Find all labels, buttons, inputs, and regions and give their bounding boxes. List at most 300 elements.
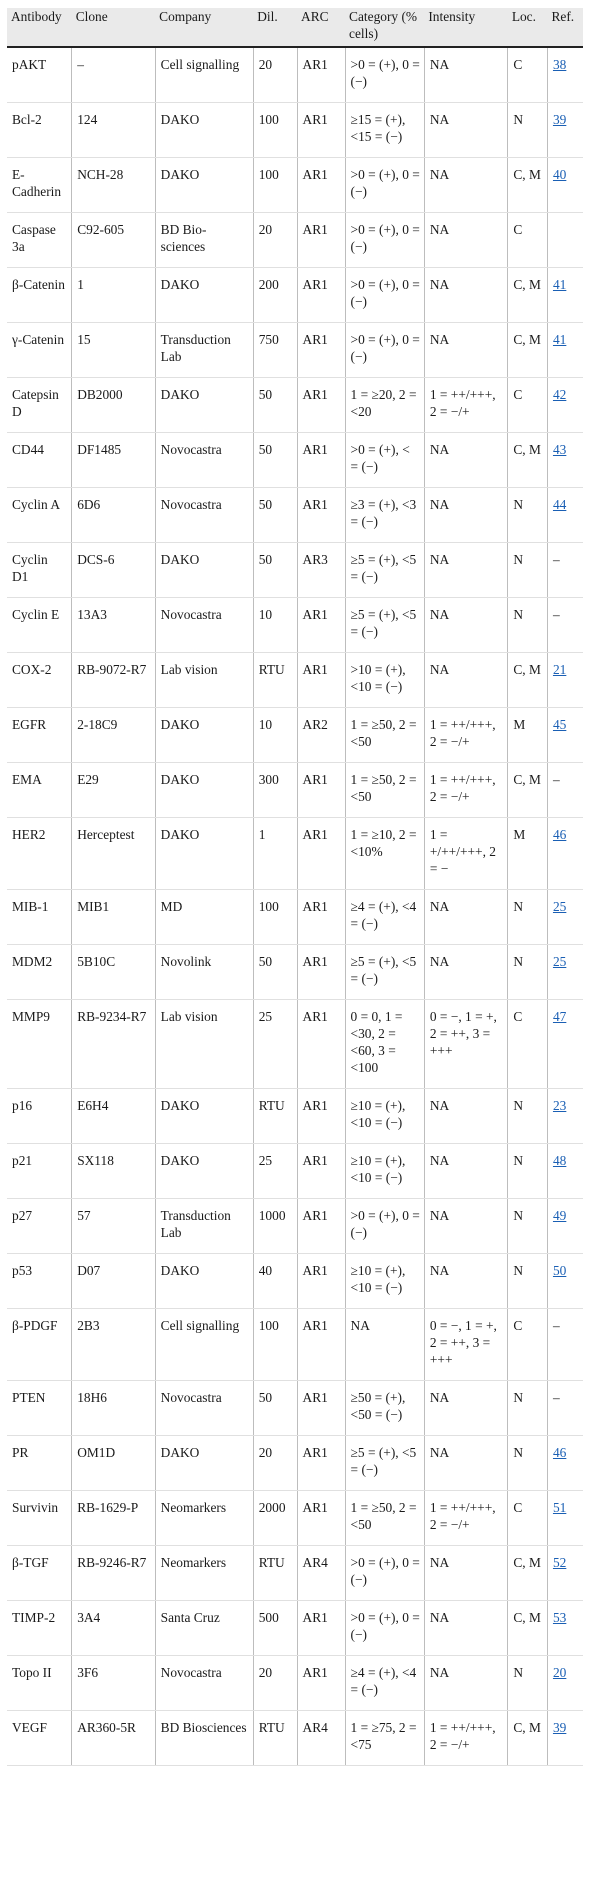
cell-category: ≥10 = (+), <10 = (−) (345, 1144, 424, 1199)
cell-antibody: γ-Catenin (7, 323, 72, 378)
table-row (7, 1000, 583, 1089)
cell-reference (547, 1144, 583, 1199)
reference-link[interactable]: 50 (552, 1263, 567, 1278)
cell-category: ≥5 = (+), <5 = (−) (345, 1436, 424, 1491)
cell-antibody: Topo II (7, 1656, 72, 1711)
reference-link[interactable]: 42 (552, 387, 567, 402)
cell-clone: OM1D (72, 1436, 155, 1491)
cell-dilution: 100 (253, 158, 297, 213)
cell-category: >0 = (+), 0 = (−) (345, 1601, 424, 1656)
cell-intensity: NA (424, 433, 507, 488)
cell-location: C, M (508, 268, 548, 323)
cell-dilution: 50 (253, 1381, 297, 1436)
cell-intensity: NA (424, 1546, 507, 1601)
cell-reference (547, 1601, 583, 1656)
cell-reference (547, 1000, 583, 1089)
header-arc: ARC (297, 8, 345, 47)
cell-reference (547, 323, 583, 378)
cell-reference (547, 1199, 583, 1254)
reference-link[interactable]: 23 (552, 1098, 567, 1113)
cell-location: N (508, 1436, 548, 1491)
cell-location: C, M (508, 1546, 548, 1601)
cell-arc: AR1 (297, 653, 345, 708)
cell-intensity: NA (424, 1144, 507, 1199)
cell-reference (547, 47, 583, 103)
cell-company: BD Bio-sciences (155, 213, 253, 268)
reference-link[interactable]: 20 (552, 1665, 567, 1680)
table-row (7, 488, 583, 543)
cell-antibody: p16 (7, 1089, 72, 1144)
reference-link[interactable]: 41 (552, 332, 567, 347)
cell-category: ≥3 = (+), <3 = (−) (345, 488, 424, 543)
cell-arc: AR1 (297, 1089, 345, 1144)
reference-link[interactable]: 21 (552, 662, 567, 677)
cell-antibody: TIMP-2 (7, 1601, 72, 1656)
cell-dilution: 50 (253, 945, 297, 1000)
cell-dilution: 750 (253, 323, 297, 378)
cell-location: N (508, 1381, 548, 1436)
cell-arc: AR1 (297, 1254, 345, 1309)
cell-clone: 2B3 (72, 1309, 155, 1381)
table-row (7, 543, 583, 598)
cell-category: 1 = ≥50, 2 = <50 (345, 763, 424, 818)
header-row (7, 8, 583, 47)
cell-location: N (508, 598, 548, 653)
cell-antibody: β-Catenin (7, 268, 72, 323)
table-row (7, 1711, 583, 1766)
header-company: Company (155, 8, 253, 47)
cell-location: N (508, 1656, 548, 1711)
cell-reference (547, 1436, 583, 1491)
table-row (7, 653, 583, 708)
cell-company: Cell signalling (155, 47, 253, 103)
cell-reference (547, 433, 583, 488)
cell-location: N (508, 103, 548, 158)
cell-company: Novocastra (155, 433, 253, 488)
cell-antibody: p53 (7, 1254, 72, 1309)
cell-intensity: NA (424, 945, 507, 1000)
cell-antibody: p21 (7, 1144, 72, 1199)
cell-company: DAKO (155, 158, 253, 213)
cell-location: N (508, 945, 548, 1000)
table-row (7, 945, 583, 1000)
cell-antibody: MIB-1 (7, 890, 72, 945)
cell-reference (547, 890, 583, 945)
cell-intensity: 0 = −, 1 = +, 2 = ++, 3 = +++ (424, 1000, 507, 1089)
cell-company: MD (155, 890, 253, 945)
cell-dilution: 25 (253, 1144, 297, 1199)
cell-category: 1 = ≥75, 2 = <75 (345, 1711, 424, 1766)
cell-reference (547, 158, 583, 213)
cell-intensity: NA (424, 653, 507, 708)
cell-reference (547, 1546, 583, 1601)
table-row (7, 1199, 583, 1254)
cell-dilution: RTU (253, 1711, 297, 1766)
cell-category: ≥5 = (+), <5 = (−) (345, 543, 424, 598)
header-antibody: Antibody (7, 8, 72, 47)
cell-arc: AR1 (297, 1491, 345, 1546)
cell-reference: – (547, 1309, 583, 1381)
table-row (7, 1601, 583, 1656)
cell-intensity: NA (424, 213, 507, 268)
cell-clone: 57 (72, 1199, 155, 1254)
cell-arc: AR1 (297, 763, 345, 818)
cell-location: C, M (508, 323, 548, 378)
cell-intensity: NA (424, 1254, 507, 1309)
cell-clone: NCH-28 (72, 158, 155, 213)
header-clone: Clone (72, 8, 155, 47)
cell-clone: RB-1629-P (72, 1491, 155, 1546)
cell-category: >0 = (+), 0 = (−) (345, 268, 424, 323)
cell-company: Novocastra (155, 1381, 253, 1436)
cell-company: Novocastra (155, 488, 253, 543)
cell-category: >0 = (+), 0 = (−) (345, 323, 424, 378)
cell-dilution: 100 (253, 103, 297, 158)
cell-intensity: NA (424, 598, 507, 653)
cell-company: Novolink (155, 945, 253, 1000)
cell-dilution: 1 (253, 818, 297, 890)
cell-dilution: 50 (253, 378, 297, 433)
cell-arc: AR1 (297, 1309, 345, 1381)
cell-arc: AR2 (297, 708, 345, 763)
cell-dilution: 40 (253, 1254, 297, 1309)
reference-link[interactable]: 38 (552, 57, 567, 72)
cell-reference (547, 268, 583, 323)
cell-location: N (508, 543, 548, 598)
cell-company: Lab vision (155, 1000, 253, 1089)
cell-reference: – (547, 1381, 583, 1436)
cell-antibody: E-Cadherin (7, 158, 72, 213)
cell-clone: 6D6 (72, 488, 155, 543)
reference-link[interactable]: 46 (552, 1445, 567, 1460)
cell-intensity: NA (424, 268, 507, 323)
cell-arc: AR1 (297, 818, 345, 890)
cell-arc: AR1 (297, 158, 345, 213)
cell-dilution: 500 (253, 1601, 297, 1656)
cell-company: DAKO (155, 1254, 253, 1309)
cell-antibody: MDM2 (7, 945, 72, 1000)
cell-clone: 15 (72, 323, 155, 378)
header-location: Loc. (508, 8, 548, 47)
cell-arc: AR1 (297, 378, 345, 433)
reference-link[interactable]: 39 (552, 112, 567, 127)
cell-arc: AR1 (297, 1144, 345, 1199)
cell-antibody: Catepsin D (7, 378, 72, 433)
cell-antibody: Cyclin E (7, 598, 72, 653)
cell-clone: SX118 (72, 1144, 155, 1199)
cell-company: DAKO (155, 103, 253, 158)
reference-link[interactable]: 53 (552, 1610, 567, 1625)
cell-location: C (508, 47, 548, 103)
table-row (7, 890, 583, 945)
cell-dilution: 50 (253, 433, 297, 488)
cell-arc: AR1 (297, 47, 345, 103)
cell-antibody: pAKT (7, 47, 72, 103)
cell-category: ≥10 = (+), <10 = (−) (345, 1089, 424, 1144)
cell-reference (547, 1711, 583, 1766)
cell-intensity: 1 = ++/+++, 2 = −/+ (424, 763, 507, 818)
cell-location: M (508, 818, 548, 890)
cell-location: C, M (508, 1601, 548, 1656)
reference-link[interactable]: 47 (552, 1009, 567, 1024)
table-row (7, 598, 583, 653)
cell-company: Neomarkers (155, 1546, 253, 1601)
cell-antibody: β-TGF (7, 1546, 72, 1601)
cell-location: C, M (508, 1711, 548, 1766)
cell-dilution: 10 (253, 708, 297, 763)
cell-antibody: p27 (7, 1199, 72, 1254)
cell-company: DAKO (155, 763, 253, 818)
cell-company: Transduction Lab (155, 323, 253, 378)
cell-clone: 5B10C (72, 945, 155, 1000)
reference-link[interactable]: 51 (552, 1500, 567, 1515)
table-row (7, 1144, 583, 1199)
table-row (7, 268, 583, 323)
header-dilution: Dil. (253, 8, 297, 47)
cell-intensity: 1 = ++/+++, 2 = −/+ (424, 378, 507, 433)
header-category: Category (% cells) (345, 8, 424, 47)
cell-intensity: 1 = ++/+++, 2 = −/+ (424, 1491, 507, 1546)
cell-company: DAKO (155, 708, 253, 763)
cell-dilution: 10 (253, 598, 297, 653)
cell-company: DAKO (155, 1144, 253, 1199)
cell-clone: 1 (72, 268, 155, 323)
cell-location: C, M (508, 763, 548, 818)
cell-intensity: NA (424, 103, 507, 158)
table-row (7, 47, 583, 103)
cell-dilution: 1000 (253, 1199, 297, 1254)
cell-category: ≥5 = (+), <5 = (−) (345, 598, 424, 653)
cell-category: ≥50 = (+), <50 = (−) (345, 1381, 424, 1436)
cell-arc: AR1 (297, 1436, 345, 1491)
table-row (7, 708, 583, 763)
cell-antibody: Survivin (7, 1491, 72, 1546)
cell-dilution: 20 (253, 213, 297, 268)
cell-clone: DF1485 (72, 433, 155, 488)
cell-category: ≥4 = (+), <4 = (−) (345, 1656, 424, 1711)
cell-reference (547, 1491, 583, 1546)
cell-clone: Herceptest (72, 818, 155, 890)
cell-intensity: NA (424, 1199, 507, 1254)
cell-category: >0 = (+), 0 = (−) (345, 213, 424, 268)
cell-location: N (508, 488, 548, 543)
cell-arc: AR1 (297, 213, 345, 268)
table-body (7, 47, 583, 1766)
reference-link[interactable]: 45 (552, 717, 567, 732)
header-reference: Ref. (547, 8, 583, 47)
cell-company: Santa Cruz (155, 1601, 253, 1656)
cell-reference (547, 488, 583, 543)
cell-antibody: HER2 (7, 818, 72, 890)
cell-intensity: 1 = ++/+++, 2 = −/+ (424, 708, 507, 763)
cell-antibody: COX-2 (7, 653, 72, 708)
cell-dilution: 2000 (253, 1491, 297, 1546)
cell-company: BD Biosciences (155, 1711, 253, 1766)
cell-intensity: NA (424, 47, 507, 103)
cell-dilution: 25 (253, 1000, 297, 1089)
cell-clone: – (72, 47, 155, 103)
cell-arc: AR1 (297, 323, 345, 378)
cell-category: NA (345, 1309, 424, 1381)
cell-arc: AR1 (297, 598, 345, 653)
cell-category: 1 = ≥10, 2 = <10% (345, 818, 424, 890)
reference-link[interactable]: 39 (552, 1720, 567, 1735)
cell-location: C (508, 378, 548, 433)
cell-clone: 124 (72, 103, 155, 158)
cell-intensity: NA (424, 1089, 507, 1144)
cell-company: DAKO (155, 268, 253, 323)
cell-company: Novocastra (155, 1656, 253, 1711)
cell-clone: C92-605 (72, 213, 155, 268)
table-row (7, 763, 583, 818)
table-row (7, 323, 583, 378)
table-row (7, 1546, 583, 1601)
cell-clone: D07 (72, 1254, 155, 1309)
cell-arc: AR1 (297, 945, 345, 1000)
cell-antibody: Caspase 3a (7, 213, 72, 268)
reference-link[interactable]: 44 (552, 497, 567, 512)
cell-arc: AR1 (297, 1000, 345, 1089)
table-header (7, 8, 583, 47)
cell-antibody: Bcl-2 (7, 103, 72, 158)
cell-company: Novocastra (155, 598, 253, 653)
cell-location: C (508, 1000, 548, 1089)
reference-link[interactable]: 25 (552, 899, 567, 914)
cell-reference (547, 708, 583, 763)
cell-dilution: 100 (253, 890, 297, 945)
cell-arc: AR1 (297, 268, 345, 323)
cell-clone: DB2000 (72, 378, 155, 433)
cell-clone: RB-9234-R7 (72, 1000, 155, 1089)
cell-arc: AR1 (297, 890, 345, 945)
cell-category: ≥4 = (+), <4 = (−) (345, 890, 424, 945)
cell-location: C, M (508, 433, 548, 488)
cell-location: C (508, 213, 548, 268)
cell-dilution: 50 (253, 488, 297, 543)
cell-location: N (508, 1089, 548, 1144)
table-row (7, 213, 583, 268)
cell-category: >0 = (+), 0 = (−) (345, 158, 424, 213)
cell-dilution: 20 (253, 1656, 297, 1711)
cell-antibody: EMA (7, 763, 72, 818)
table-row (7, 158, 583, 213)
reference-link[interactable]: 49 (552, 1208, 567, 1223)
cell-reference (547, 818, 583, 890)
cell-reference (547, 653, 583, 708)
cell-clone: E29 (72, 763, 155, 818)
cell-dilution: RTU (253, 1089, 297, 1144)
cell-location: C (508, 1309, 548, 1381)
reference-link[interactable]: 52 (552, 1555, 567, 1570)
cell-dilution: 50 (253, 543, 297, 598)
reference-link[interactable]: 48 (552, 1153, 567, 1168)
cell-antibody: CD44 (7, 433, 72, 488)
cell-intensity: 0 = −, 1 = +, 2 = ++, 3 = +++ (424, 1309, 507, 1381)
cell-category: 0 = 0, 1 = <30, 2 = <60, 3 = <100 (345, 1000, 424, 1089)
cell-intensity: 1 = ++/+++, 2 = −/+ (424, 1711, 507, 1766)
cell-category: ≥10 = (+), <10 = (−) (345, 1254, 424, 1309)
cell-arc: AR1 (297, 433, 345, 488)
table-row (7, 1309, 583, 1381)
cell-company: Lab vision (155, 653, 253, 708)
cell-category: 1 = ≥20, 2 = <20 (345, 378, 424, 433)
cell-intensity: NA (424, 543, 507, 598)
table-row (7, 1381, 583, 1436)
cell-category: >0 = (+), < = (−) (345, 433, 424, 488)
reference-link[interactable]: 25 (552, 954, 567, 969)
cell-dilution: 300 (253, 763, 297, 818)
table-row (7, 1491, 583, 1546)
cell-clone: 18H6 (72, 1381, 155, 1436)
cell-location: N (508, 1144, 548, 1199)
antibody-table (7, 8, 583, 1766)
cell-location: N (508, 1199, 548, 1254)
cell-intensity: NA (424, 1656, 507, 1711)
cell-arc: AR1 (297, 103, 345, 158)
cell-intensity: 1 = +/++/+++, 2 = − (424, 818, 507, 890)
cell-location: M (508, 708, 548, 763)
cell-category: >10 = (+), <10 = (−) (345, 653, 424, 708)
cell-category: 1 = ≥50, 2 = <50 (345, 708, 424, 763)
cell-intensity: NA (424, 890, 507, 945)
cell-location: C, M (508, 158, 548, 213)
cell-arc: AR1 (297, 1199, 345, 1254)
cell-dilution: 20 (253, 47, 297, 103)
cell-clone: 3F6 (72, 1656, 155, 1711)
cell-company: DAKO (155, 818, 253, 890)
cell-antibody: PR (7, 1436, 72, 1491)
cell-dilution: RTU (253, 653, 297, 708)
cell-antibody: Cyclin D1 (7, 543, 72, 598)
cell-intensity: NA (424, 323, 507, 378)
cell-antibody: Cyclin A (7, 488, 72, 543)
cell-category: >0 = (+), 0 = (−) (345, 1546, 424, 1601)
cell-dilution: RTU (253, 1546, 297, 1601)
cell-category: 1 = ≥50, 2 = <50 (345, 1491, 424, 1546)
cell-arc: AR1 (297, 488, 345, 543)
reference-link[interactable]: 40 (552, 167, 567, 182)
table-row (7, 433, 583, 488)
cell-clone: 2-18C9 (72, 708, 155, 763)
cell-company: Transduction Lab (155, 1199, 253, 1254)
cell-antibody: β-PDGF (7, 1309, 72, 1381)
cell-reference (547, 1089, 583, 1144)
cell-category: ≥5 = (+), <5 = (−) (345, 945, 424, 1000)
cell-reference (547, 1656, 583, 1711)
reference-link[interactable]: 43 (552, 442, 567, 457)
cell-arc: AR1 (297, 1381, 345, 1436)
cell-intensity: NA (424, 1601, 507, 1656)
cell-location: N (508, 1254, 548, 1309)
cell-intensity: NA (424, 1436, 507, 1491)
cell-arc: AR1 (297, 1601, 345, 1656)
cell-antibody: VEGF (7, 1711, 72, 1766)
cell-clone: AR360-5R (72, 1711, 155, 1766)
cell-arc: AR1 (297, 1656, 345, 1711)
cell-dilution: 100 (253, 1309, 297, 1381)
reference-link[interactable]: 46 (552, 827, 567, 842)
cell-reference (547, 945, 583, 1000)
cell-clone: RB-9246-R7 (72, 1546, 155, 1601)
cell-clone: MIB1 (72, 890, 155, 945)
cell-arc: AR4 (297, 1711, 345, 1766)
cell-clone: 13A3 (72, 598, 155, 653)
table-row (7, 378, 583, 433)
table-row (7, 818, 583, 890)
cell-arc: AR4 (297, 1546, 345, 1601)
reference-link[interactable]: 41 (552, 277, 567, 292)
cell-reference: – (547, 763, 583, 818)
